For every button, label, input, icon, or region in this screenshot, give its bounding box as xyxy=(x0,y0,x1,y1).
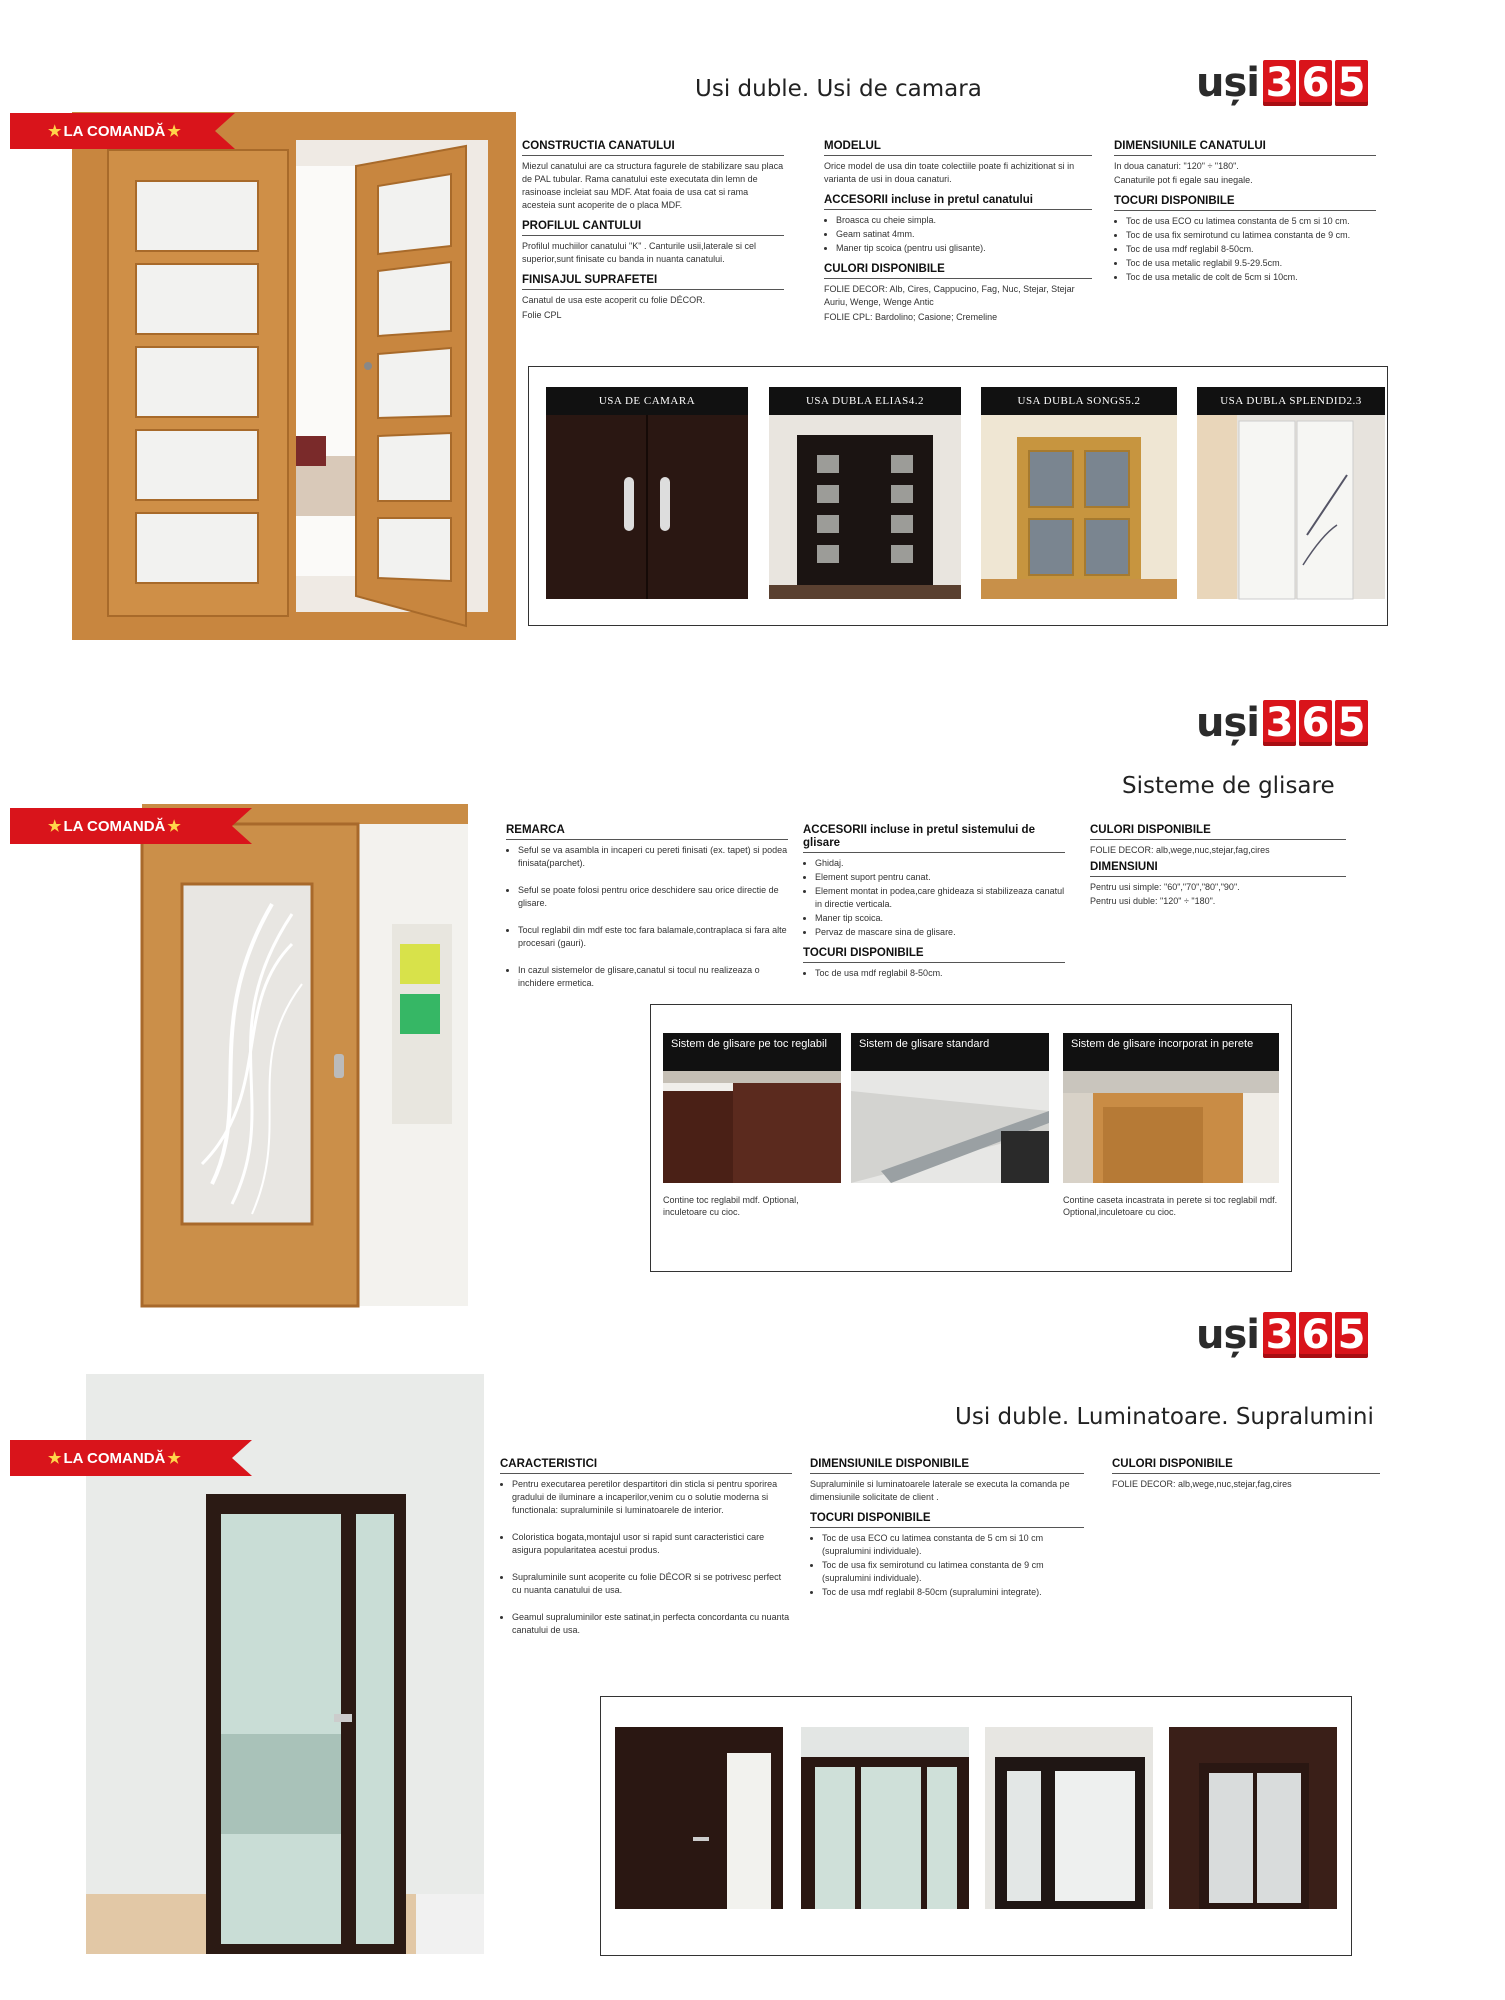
hero-image-double-door xyxy=(86,126,502,626)
list-item: • Maner tip scoica (pentru usi glisante). xyxy=(836,242,1092,255)
star-icon: ★ xyxy=(167,818,181,835)
example-photo xyxy=(615,1727,783,1909)
list-item: • Geamul supraluminilor este satinat,in perfecta concordanta cu nuanta canatului de usa. xyxy=(512,1611,792,1637)
brand-logo xyxy=(1196,700,1368,746)
la-comanda-ribbon xyxy=(10,808,232,844)
star-icon: ★ xyxy=(167,1450,181,1467)
spec-text: Canaturile pot fi egale sau inegale. xyxy=(1114,175,1253,185)
spec-column-construction xyxy=(522,140,784,330)
product-photo xyxy=(546,415,748,599)
spec-heading: REMARCA xyxy=(506,824,788,840)
ribbon-label: LA COMANDĂ xyxy=(63,1449,166,1467)
system-note: Contine caseta incastrata in perete si toc reglabil mdf. Optional,inculetoare cu cioc. xyxy=(1063,1195,1278,1217)
spec-heading: TOCURI DISPONIBILE xyxy=(1114,195,1376,211)
system-note: Contine toc reglabil mdf. Optional, inculetoare cu cioc. xyxy=(663,1195,799,1217)
list-item: • Broasca cu cheie simpla. xyxy=(836,214,1092,227)
product-card-title: USA DUBLA SONGS5.2 xyxy=(981,387,1177,415)
spec-text: Supraluminile si luminatoarele laterale se executa la comanda pe dimensiunile solicitate de client . xyxy=(810,1479,1070,1502)
product-photo xyxy=(1197,415,1385,599)
product-photo xyxy=(769,415,961,599)
spec-text: Folie CPL xyxy=(522,310,562,320)
system-card-title: Sistem de glisare incorporat in perete xyxy=(1063,1033,1279,1071)
list-item: • Tocul reglabil din mdf este toc fara balamale,contraplaca si fara alte procesari (gauri). xyxy=(518,924,788,950)
section-title: Usi duble. Usi de camara xyxy=(695,76,982,102)
spec-text: FOLIE DECOR: Alb, Cires, Cappucino, Fag, Nuc, Stejar, Stejar Auriu, Wenge, Wenge Antic xyxy=(824,284,1075,307)
brand-logo-digit: 6 xyxy=(1299,1312,1332,1358)
spec-heading: DIMENSIUNI xyxy=(1090,861,1346,877)
brand-logo-digit: 5 xyxy=(1335,60,1368,106)
product-card[interactable] xyxy=(1197,387,1385,599)
example-number: 4 xyxy=(1417,1727,1425,1742)
list-item: • Geam satinat 4mm. xyxy=(836,228,1092,241)
brand-logo-word: uși xyxy=(1196,1312,1259,1358)
spec-heading: CARACTERISTICI xyxy=(500,1458,792,1474)
spec-heading: TOCURI DISPONIBILE xyxy=(803,947,1065,963)
list-item: • Ghidaj. xyxy=(815,857,1065,870)
spec-column-model xyxy=(824,140,1092,332)
list-item: • Pervaz de mascare sina de glisare. xyxy=(815,926,1065,939)
spec-column-dimensions xyxy=(810,1458,1084,1607)
brand-logo-digit: 5 xyxy=(1335,1312,1368,1358)
list-item: • Maner tip scoica. xyxy=(815,912,1065,925)
brand-logo-digit: 6 xyxy=(1299,700,1332,746)
star-icon: ★ xyxy=(167,123,181,140)
spec-text: FOLIE DECOR: alb,wege,nuc,stejar,fag,cires xyxy=(1112,1479,1292,1489)
sliding-systems-gallery xyxy=(650,1004,1292,1272)
spec-column-accessories xyxy=(803,824,1065,988)
la-comanda-ribbon xyxy=(10,1440,232,1476)
brand-logo-digit: 6 xyxy=(1299,60,1332,106)
brand-logo-digit: 5 xyxy=(1335,700,1368,746)
spec-column-features xyxy=(500,1458,792,1645)
list-item: • Seful se poate folosi pentru orice deschidere sau orice directie de glisare. xyxy=(518,884,788,910)
spec-text: FOLIE CPL: Bardolino; Casione; Cremeline xyxy=(824,312,998,322)
spec-column-colors xyxy=(1112,1458,1380,1499)
spec-heading: CULORI DISPONIBILE xyxy=(1090,824,1346,840)
example-card[interactable] xyxy=(985,1727,1153,1909)
spec-heading: ACCESORII incluse in pretul canatului xyxy=(824,194,1092,210)
system-card-title: Sistem de glisare pe toc reglabil xyxy=(663,1033,841,1071)
spec-heading: CULORI DISPONIBILE xyxy=(1112,1458,1380,1474)
product-card[interactable] xyxy=(981,387,1177,599)
list-item: • In cazul sistemelor de glisare,canatul si tocul nu realizeaza o inchidere ermetica. xyxy=(518,964,788,990)
product-card-title: USA DUBLA ELIAS4.2 xyxy=(769,387,961,415)
spec-text: Pentru usi simple: "60","70","80","90". xyxy=(1090,882,1240,892)
system-card[interactable] xyxy=(663,1033,841,1218)
spec-text: FOLIE DECOR: alb,wege,nuc,stejar,fag,cires xyxy=(1090,845,1270,855)
example-photo xyxy=(801,1727,969,1909)
spec-heading: MODELUL xyxy=(824,140,1092,156)
brand-logo xyxy=(1196,60,1368,106)
spec-heading: PROFILUL CANTULUI xyxy=(522,220,784,236)
section-title: Usi duble. Luminatoare. Supralumini xyxy=(955,1404,1374,1430)
star-icon: ★ xyxy=(48,1450,62,1467)
product-gallery xyxy=(528,366,1388,626)
list-item: • Toc de usa ECO cu latimea constanta de 5 cm si 10 cm (supralumini individuale). xyxy=(822,1532,1084,1558)
spec-heading: ACCESORII incluse in pretul sistemului de glisare xyxy=(803,824,1065,853)
system-card[interactable] xyxy=(851,1033,1049,1188)
product-card[interactable] xyxy=(769,387,961,599)
system-photo xyxy=(663,1071,841,1183)
spec-column-dimensions xyxy=(1114,140,1376,292)
spec-column-colors xyxy=(1090,824,1346,916)
brand-logo-digit: 3 xyxy=(1263,60,1296,106)
spec-heading: TOCURI DISPONIBILE xyxy=(810,1512,1084,1528)
list-item: • Toc de usa fix semirotund cu latimea constanta de 9 cm (supralumini individuale). xyxy=(822,1559,1084,1585)
example-card[interactable] xyxy=(615,1727,783,1909)
brand-logo-digit: 3 xyxy=(1263,1312,1296,1358)
list-item: • Supraluminile sunt acoperite cu folie DÉCOR si se potrivesc perfect cu nuanta canatului de usa. xyxy=(512,1571,792,1597)
la-comanda-ribbon xyxy=(10,113,215,149)
section-title: Sisteme de glisare xyxy=(1122,773,1335,799)
system-card-title: Sistem de glisare standard xyxy=(851,1033,1049,1071)
list-item: • Toc de usa mdf reglabil 8-50cm (supralumini integrate). xyxy=(822,1586,1084,1599)
list-item: • Toc de usa fix semirotund cu latimea constanta de 9 cm. xyxy=(1126,229,1376,242)
example-photo xyxy=(1169,1727,1337,1909)
list-item: • Toc de usa ECO cu latimea constanta de 5 cm si 10 cm. xyxy=(1126,215,1376,228)
product-card[interactable] xyxy=(546,387,748,599)
spec-heading: FINISAJUL SUPRAFETEI xyxy=(522,274,784,290)
product-card-title: USA DE CAMARA xyxy=(546,387,748,415)
system-photo xyxy=(1063,1071,1279,1183)
spec-heading: CONSTRUCTIA CANATULUI xyxy=(522,140,784,156)
star-icon: ★ xyxy=(48,818,62,835)
list-item: • Element suport pentru canat. xyxy=(815,871,1065,884)
example-card[interactable] xyxy=(1169,1727,1425,1909)
list-item: • Toc de usa metalic reglabil 9.5-29.5cm. xyxy=(1126,257,1376,270)
example-photo xyxy=(985,1727,1153,1909)
brand-logo-word: uși xyxy=(1196,60,1259,106)
product-card-title: USA DUBLA SPLENDID2.3 xyxy=(1197,387,1385,415)
star-icon: ★ xyxy=(48,123,62,140)
spec-text: Orice model de usa din toate colectiile poate fi achizitionat si in varianta de usi in doua canaturi. xyxy=(824,161,1075,184)
hero-image-sliding-door xyxy=(142,804,468,1306)
system-photo xyxy=(851,1071,1049,1183)
example-card[interactable] xyxy=(801,1727,969,1909)
spec-text: Profilul muchiilor canatului "K" . Canturile usii,laterale si cel superior,sunt finisate cu banda in nuanta canatului. xyxy=(522,241,756,264)
list-item: • Toc de usa mdf reglabil 8-50cm. xyxy=(815,967,1065,980)
product-photo xyxy=(981,415,1177,599)
spec-heading: DIMENSIUNILE DISPONIBILE xyxy=(810,1458,1084,1474)
brand-logo-word: uși xyxy=(1196,700,1259,746)
list-item: • Toc de usa mdf reglabil 8-50cm. xyxy=(1126,243,1376,256)
examples-gallery xyxy=(600,1696,1425,1956)
ribbon-label: LA COMANDĂ xyxy=(63,817,166,835)
brand-logo-digit: 3 xyxy=(1263,700,1296,746)
spec-text: Pentru usi duble: "120" ÷ "180". xyxy=(1090,896,1216,906)
spec-column-remarks xyxy=(506,824,788,998)
brand-logo xyxy=(1196,1312,1368,1358)
list-item: • Seful se va asambla in incaperi cu pereti finisati (ex. tapet) si podea finisata(parchet). xyxy=(518,844,788,870)
spec-text: Canatul de usa este acoperit cu folie DÉCOR. xyxy=(522,295,706,305)
ribbon-label: LA COMANDĂ xyxy=(63,122,166,140)
list-item: • Pentru executarea peretilor despartitori din sticla si pentru sporirea gradului de iluminare a incaperilor,venim cu o solutie moderna si functionala: supraluminile si luminatoarele de interior. xyxy=(512,1478,792,1517)
list-item: • Element montat in podea,care ghideaza si stabilizeaza canatul in directie verticala. xyxy=(815,885,1065,911)
list-item: • Toc de usa metalic de colt de 5cm si 10cm. xyxy=(1126,271,1376,284)
spec-text: Miezul canatului are ca structura fagurele de stabilizare sau placa de PAL tubular. Rama canatului este executata din lemn de rasinoase incleiat sau MDF. Atat foaia de usa cat si rama acesteia sunt acoperite de o placa MDF. xyxy=(522,161,784,210)
system-card[interactable] xyxy=(1063,1033,1279,1218)
list-item: • Coloristica bogata,montajul usor si rapid sunt caracteristici care asigura popularitatea acestui produs. xyxy=(512,1531,792,1557)
spec-heading: DIMENSIUNILE CANATULUI xyxy=(1114,140,1376,156)
spec-heading: CULORI DISPONIBILE xyxy=(824,263,1092,279)
spec-text: In doua canaturi: "120" ÷ "180". xyxy=(1114,161,1239,171)
